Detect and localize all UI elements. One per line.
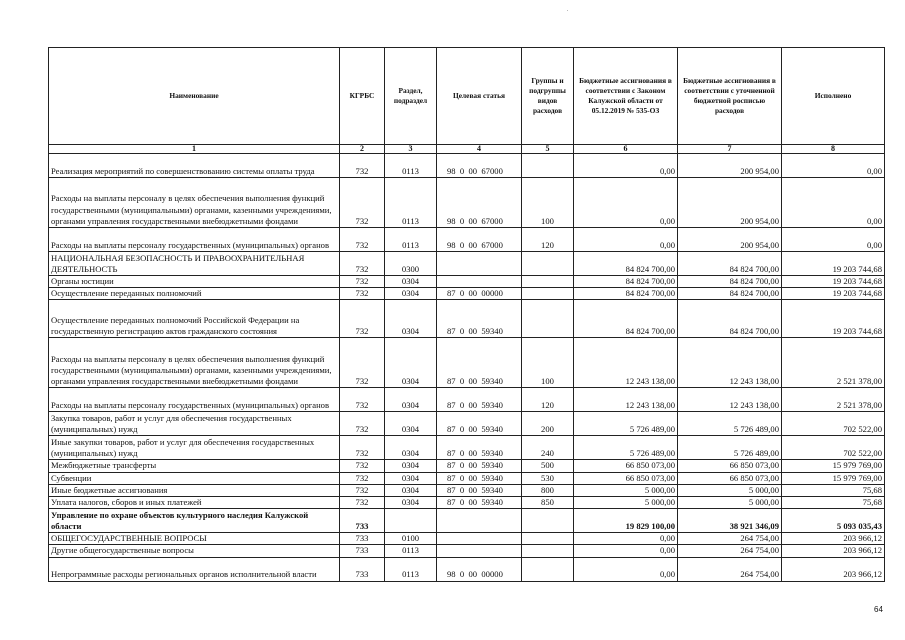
row-section: 0304 [385, 388, 437, 412]
table-row [49, 484, 885, 496]
row-executed: 203 966,12 [782, 545, 885, 557]
row-executed: 15 979 769,00 [782, 472, 885, 484]
row-refined-allocation: 84 824 700,00 [678, 276, 782, 288]
row-name: ОБЩЕГОСУДАРСТВЕННЫЕ ВОПРОСЫ [49, 533, 340, 545]
row-target-article: 87 0 00 59340 [437, 472, 522, 484]
row-expense-group [522, 545, 574, 557]
row-refined-allocation: 264 754,00 [678, 533, 782, 545]
row-kgrbs: 732 [340, 300, 385, 338]
row-refined-allocation: 12 243 138,00 [678, 338, 782, 388]
row-target-article [437, 509, 522, 533]
row-executed: 75,68 [782, 497, 885, 509]
row-section: 0100 [385, 533, 437, 545]
row-refined-allocation: 84 824 700,00 [678, 252, 782, 276]
row-kgrbs: 732 [340, 288, 385, 300]
row-section: 0304 [385, 460, 437, 472]
table-row [49, 509, 885, 533]
row-law-allocation: 5 726 489,00 [574, 412, 678, 436]
row-expense-group: 850 [522, 497, 574, 509]
row-expense-group [522, 557, 574, 581]
row-expense-group [522, 509, 574, 533]
row-section: 0304 [385, 472, 437, 484]
row-section [385, 509, 437, 533]
table-row [49, 288, 885, 300]
row-target-article: 98 0 00 67000 [437, 178, 522, 228]
column-number: 7 [678, 145, 782, 154]
row-kgrbs: 732 [340, 460, 385, 472]
row-target-article: 87 0 00 59340 [437, 484, 522, 496]
row-refined-allocation: 84 824 700,00 [678, 300, 782, 338]
row-section: 0304 [385, 276, 437, 288]
table-row [49, 545, 885, 557]
table-row [49, 228, 885, 252]
row-executed: 15 979 769,00 [782, 460, 885, 472]
row-law-allocation: 84 824 700,00 [574, 252, 678, 276]
row-refined-allocation: 200 954,00 [678, 154, 782, 178]
row-executed: 75,68 [782, 484, 885, 496]
row-target-article: 98 0 00 67000 [437, 154, 522, 178]
row-expense-group [522, 252, 574, 276]
header-row [49, 48, 885, 145]
row-executed: 702 522,00 [782, 412, 885, 436]
row-executed: 702 522,00 [782, 436, 885, 460]
row-kgrbs: 733 [340, 545, 385, 557]
row-law-allocation: 84 824 700,00 [574, 276, 678, 288]
row-kgrbs: 732 [340, 484, 385, 496]
row-kgrbs: 732 [340, 338, 385, 388]
row-name: Другие общегосударственные вопросы [49, 545, 340, 557]
row-executed: 203 966,12 [782, 557, 885, 581]
row-executed: 203 966,12 [782, 533, 885, 545]
row-kgrbs: 733 [340, 509, 385, 533]
row-law-allocation: 0,00 [574, 545, 678, 557]
row-expense-group: 240 [522, 436, 574, 460]
table-row [49, 497, 885, 509]
row-expense-group [522, 533, 574, 545]
header-refined-allocations: Бюджетные ассигнования в соответствии с уточненной бюджетной росписью расходов [678, 48, 782, 145]
budget-execution-table [48, 47, 885, 582]
row-refined-allocation: 264 754,00 [678, 557, 782, 581]
row-name: Межбюджетные трансферты [49, 460, 340, 472]
row-expense-group: 100 [522, 338, 574, 388]
row-executed: 2 521 378,00 [782, 388, 885, 412]
row-law-allocation: 0,00 [574, 154, 678, 178]
table-row [49, 412, 885, 436]
row-name: Непрограммные расходы региональных органов исполнительной власти [49, 557, 340, 581]
row-kgrbs: 733 [340, 533, 385, 545]
row-executed: 2 521 378,00 [782, 338, 885, 388]
row-section: 0300 [385, 252, 437, 276]
table-row [49, 472, 885, 484]
row-section: 0113 [385, 557, 437, 581]
row-kgrbs: 732 [340, 412, 385, 436]
row-law-allocation: 0,00 [574, 557, 678, 581]
row-section: 0304 [385, 484, 437, 496]
row-name: Расходы на выплаты персоналу государственных (муниципальных) органов [49, 388, 340, 412]
column-number-row [49, 145, 885, 154]
column-number: 4 [437, 145, 522, 154]
row-expense-group: 100 [522, 178, 574, 228]
header-section: Раздел, подраздел [385, 48, 437, 145]
row-name: Расходы на выплаты персоналу в целях обеспечения выполнения функций государственными (муниципальными) органами, казенными учреждениями, органами управления государственными внебюджетными фондами [49, 338, 340, 388]
row-refined-allocation: 5 000,00 [678, 497, 782, 509]
row-name: Иные закупки товаров, работ и услуг для обеспечения государственных (муниципальных) нужд [49, 436, 340, 460]
row-refined-allocation: 66 850 073,00 [678, 460, 782, 472]
row-name: Расходы на выплаты персоналу государственных (муниципальных) органов [49, 228, 340, 252]
table-row [49, 276, 885, 288]
row-kgrbs: 732 [340, 178, 385, 228]
row-kgrbs: 732 [340, 228, 385, 252]
header-executed: Исполнено [782, 48, 885, 145]
row-refined-allocation: 5 726 489,00 [678, 412, 782, 436]
row-name: Осуществление переданных полномочий Российской Федерации на государственную регистрацию актов гражданского состояния [49, 300, 340, 338]
row-executed: 19 203 744,68 [782, 300, 885, 338]
row-executed: 19 203 744,68 [782, 252, 885, 276]
header-target: Целевая статья [437, 48, 522, 145]
row-name: Иные бюджетные ассигнования [49, 484, 340, 496]
row-expense-group [522, 300, 574, 338]
row-expense-group: 530 [522, 472, 574, 484]
row-name: Закупка товаров, работ и услуг для обеспечения государственных (муниципальных) нужд [49, 412, 340, 436]
row-target-article: 87 0 00 59340 [437, 497, 522, 509]
row-name: Реализация мероприятий по совершенствованию системы оплаты труда [49, 154, 340, 178]
row-target-article [437, 545, 522, 557]
row-law-allocation: 5 726 489,00 [574, 436, 678, 460]
row-target-article: 87 0 00 59340 [437, 412, 522, 436]
row-name: Органы юстиции [49, 276, 340, 288]
row-law-allocation: 0,00 [574, 228, 678, 252]
row-expense-group: 500 [522, 460, 574, 472]
row-target-article: 87 0 00 59340 [437, 338, 522, 388]
row-kgrbs: 732 [340, 436, 385, 460]
row-section: 0304 [385, 497, 437, 509]
row-refined-allocation: 200 954,00 [678, 228, 782, 252]
row-executed: 5 093 035,43 [782, 509, 885, 533]
row-expense-group: 120 [522, 228, 574, 252]
row-kgrbs: 732 [340, 276, 385, 288]
row-target-article: 87 0 00 59340 [437, 436, 522, 460]
row-refined-allocation: 264 754,00 [678, 545, 782, 557]
row-section: 0304 [385, 338, 437, 388]
column-number: 5 [522, 145, 574, 154]
row-expense-group [522, 276, 574, 288]
row-executed: 19 203 744,68 [782, 276, 885, 288]
row-section: 0304 [385, 300, 437, 338]
row-executed: 0,00 [782, 228, 885, 252]
row-name: Расходы на выплаты персоналу в целях обеспечения выполнения функций государственными (муниципальными) органами, казенными учреждениями, органами управления государственными внебюджетными фондами [49, 178, 340, 228]
table-row [49, 533, 885, 545]
column-number: 6 [574, 145, 678, 154]
row-target-article: 87 0 00 00000 [437, 288, 522, 300]
row-kgrbs: 732 [340, 388, 385, 412]
table-row [49, 436, 885, 460]
row-law-allocation: 84 824 700,00 [574, 288, 678, 300]
column-number: 2 [340, 145, 385, 154]
row-name: Уплата налогов, сборов и иных платежей [49, 497, 340, 509]
row-law-allocation: 84 824 700,00 [574, 300, 678, 338]
column-number: 1 [49, 145, 340, 154]
table-row [49, 154, 885, 178]
row-target-article [437, 276, 522, 288]
row-kgrbs: 732 [340, 154, 385, 178]
header-groups: Группы и подгруппы видов расходов [522, 48, 574, 145]
row-section: 0113 [385, 228, 437, 252]
row-law-allocation: 5 000,00 [574, 497, 678, 509]
table-row [49, 300, 885, 338]
column-number: 3 [385, 145, 437, 154]
row-kgrbs: 732 [340, 252, 385, 276]
row-executed: 0,00 [782, 178, 885, 228]
row-refined-allocation: 200 954,00 [678, 178, 782, 228]
row-section: 0304 [385, 436, 437, 460]
scan-speck [567, 10, 568, 11]
table-row [49, 252, 885, 276]
row-section: 0113 [385, 154, 437, 178]
row-law-allocation: 12 243 138,00 [574, 388, 678, 412]
row-section: 0113 [385, 178, 437, 228]
row-target-article: 87 0 00 59340 [437, 388, 522, 412]
row-kgrbs: 733 [340, 557, 385, 581]
row-refined-allocation: 84 824 700,00 [678, 288, 782, 300]
table-body [49, 154, 885, 582]
row-law-allocation: 0,00 [574, 178, 678, 228]
table-row [49, 338, 885, 388]
row-refined-allocation: 12 243 138,00 [678, 388, 782, 412]
row-name: Субвенции [49, 472, 340, 484]
row-executed: 19 203 744,68 [782, 288, 885, 300]
row-law-allocation: 5 000,00 [574, 484, 678, 496]
row-expense-group: 200 [522, 412, 574, 436]
row-refined-allocation: 5 000,00 [678, 484, 782, 496]
row-target-article [437, 252, 522, 276]
row-law-allocation: 19 829 100,00 [574, 509, 678, 533]
row-target-article: 98 0 00 00000 [437, 557, 522, 581]
row-section: 0113 [385, 545, 437, 557]
row-name: Управление по охране объектов культурного наследия Калужской области [49, 509, 340, 533]
row-target-article [437, 533, 522, 545]
row-kgrbs: 732 [340, 497, 385, 509]
row-target-article: 98 0 00 67000 [437, 228, 522, 252]
row-expense-group [522, 154, 574, 178]
row-section: 0304 [385, 288, 437, 300]
row-law-allocation: 0,00 [574, 533, 678, 545]
table-row [49, 557, 885, 581]
page-number: 64 [874, 605, 883, 614]
table-row [49, 388, 885, 412]
row-expense-group [522, 288, 574, 300]
row-target-article: 87 0 00 59340 [437, 460, 522, 472]
row-expense-group: 120 [522, 388, 574, 412]
row-refined-allocation: 66 850 073,00 [678, 472, 782, 484]
column-number: 8 [782, 145, 885, 154]
header-kgrbs: КГРБС [340, 48, 385, 145]
header-law-allocations: Бюджетные ассигнования в соответствии с Законом Калужской области от 05.12.2019 № 535-ОЗ [574, 48, 678, 145]
row-law-allocation: 66 850 073,00 [574, 472, 678, 484]
row-name: Осуществление переданных полномочий [49, 288, 340, 300]
row-expense-group: 800 [522, 484, 574, 496]
row-refined-allocation: 5 726 489,00 [678, 436, 782, 460]
row-executed: 0,00 [782, 154, 885, 178]
row-target-article: 87 0 00 59340 [437, 300, 522, 338]
budget-table-page [48, 47, 884, 582]
header-name: Наименование [49, 48, 340, 145]
row-refined-allocation: 38 921 346,09 [678, 509, 782, 533]
table-row [49, 178, 885, 228]
row-section: 0304 [385, 412, 437, 436]
row-name: НАЦИОНАЛЬНАЯ БЕЗОПАСНОСТЬ И ПРАВООХРАНИТЕЛЬНАЯ ДЕЯТЕЛЬНОСТЬ [49, 252, 340, 276]
table-row [49, 460, 885, 472]
row-law-allocation: 12 243 138,00 [574, 338, 678, 388]
row-law-allocation: 66 850 073,00 [574, 460, 678, 472]
row-kgrbs: 732 [340, 472, 385, 484]
